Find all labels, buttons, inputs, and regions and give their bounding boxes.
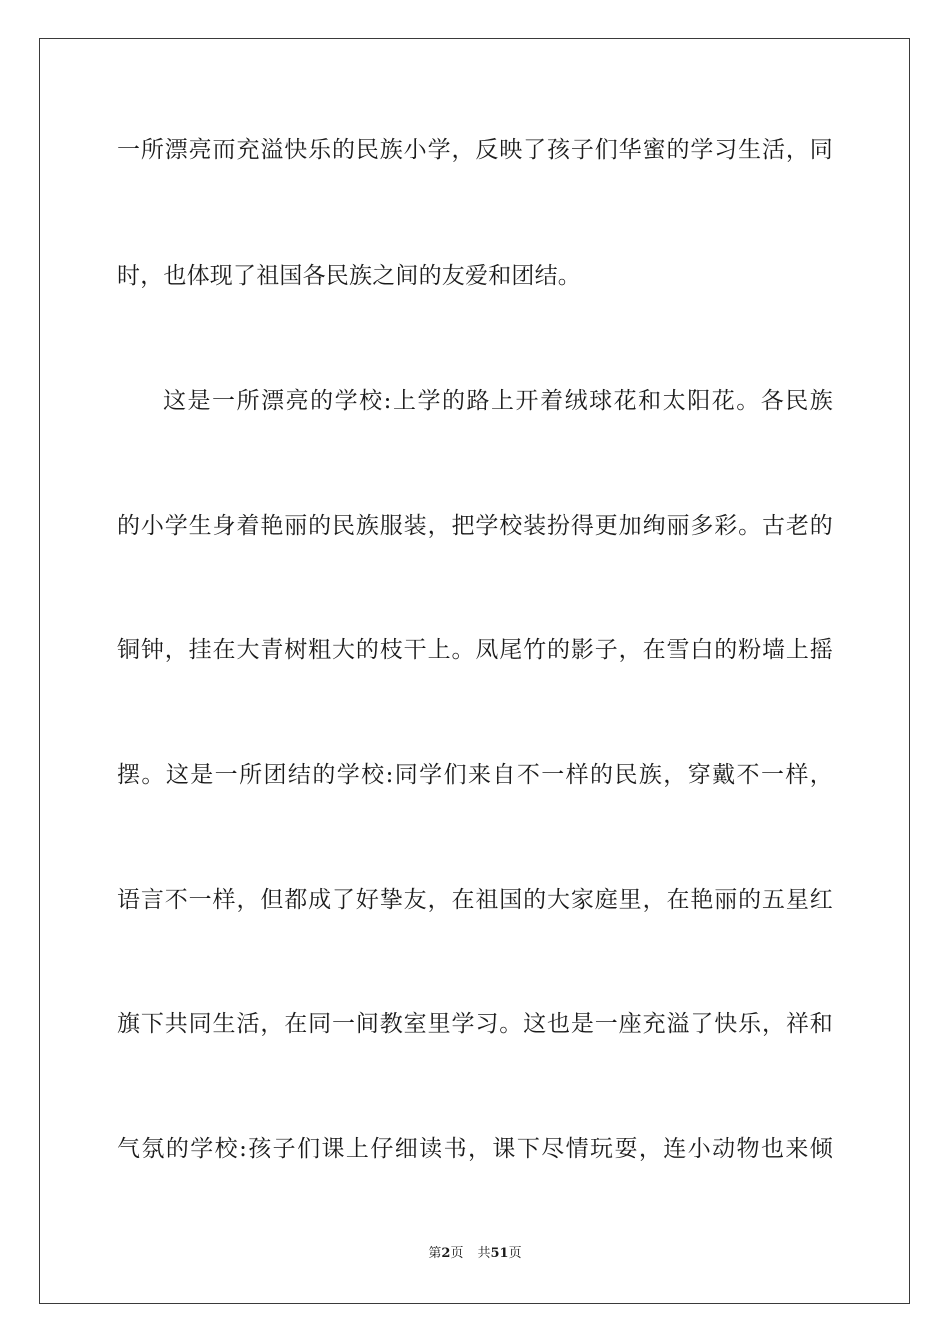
total-suffix: 页 xyxy=(508,1246,522,1261)
page-suffix: 页 xyxy=(450,1246,464,1261)
page-prefix: 第 xyxy=(428,1246,442,1261)
total-prefix: 共 xyxy=(477,1246,491,1261)
total-pages: 51 xyxy=(490,1246,509,1261)
body-line-7: 语言不一样，但都成了好挚友，在祖国的大家庭里，在艳丽的五星红 xyxy=(117,887,833,913)
page-footer xyxy=(0,1244,950,1264)
body-line-6: 摆。这是一所团结的学校:同学们来自不一样的民族，穿戴不一样， xyxy=(117,762,833,788)
body-line-1: 一所漂亮而充溢快乐的民族小学，反映了孩子们华蜜的学习生活，同 xyxy=(117,137,833,163)
body-line-2: 时，也体现了祖国各民族之间的友爱和团结。 xyxy=(117,263,581,289)
body-line-9: 气氛的学校:孩子们课上仔细读书，课下尽情玩耍，连小动物也来倾 xyxy=(117,1136,833,1162)
body-line-4: 的小学生身着艳丽的民族服装，把学校装扮得更加绚丽多彩。古老的 xyxy=(117,513,833,539)
body-line-5: 铜钟，挂在大青树粗大的枝干上。凤尾竹的影子，在雪白的粉墙上摇 xyxy=(117,637,833,663)
body-line-3: 这是一所漂亮的学校:上学的路上开着绒球花和太阳花。各民族 xyxy=(163,388,833,414)
body-line-8: 旗下共同生活，在同一间教室里学习。这也是一座充溢了快乐，祥和 xyxy=(117,1011,833,1037)
page-number: 2 xyxy=(441,1246,451,1261)
